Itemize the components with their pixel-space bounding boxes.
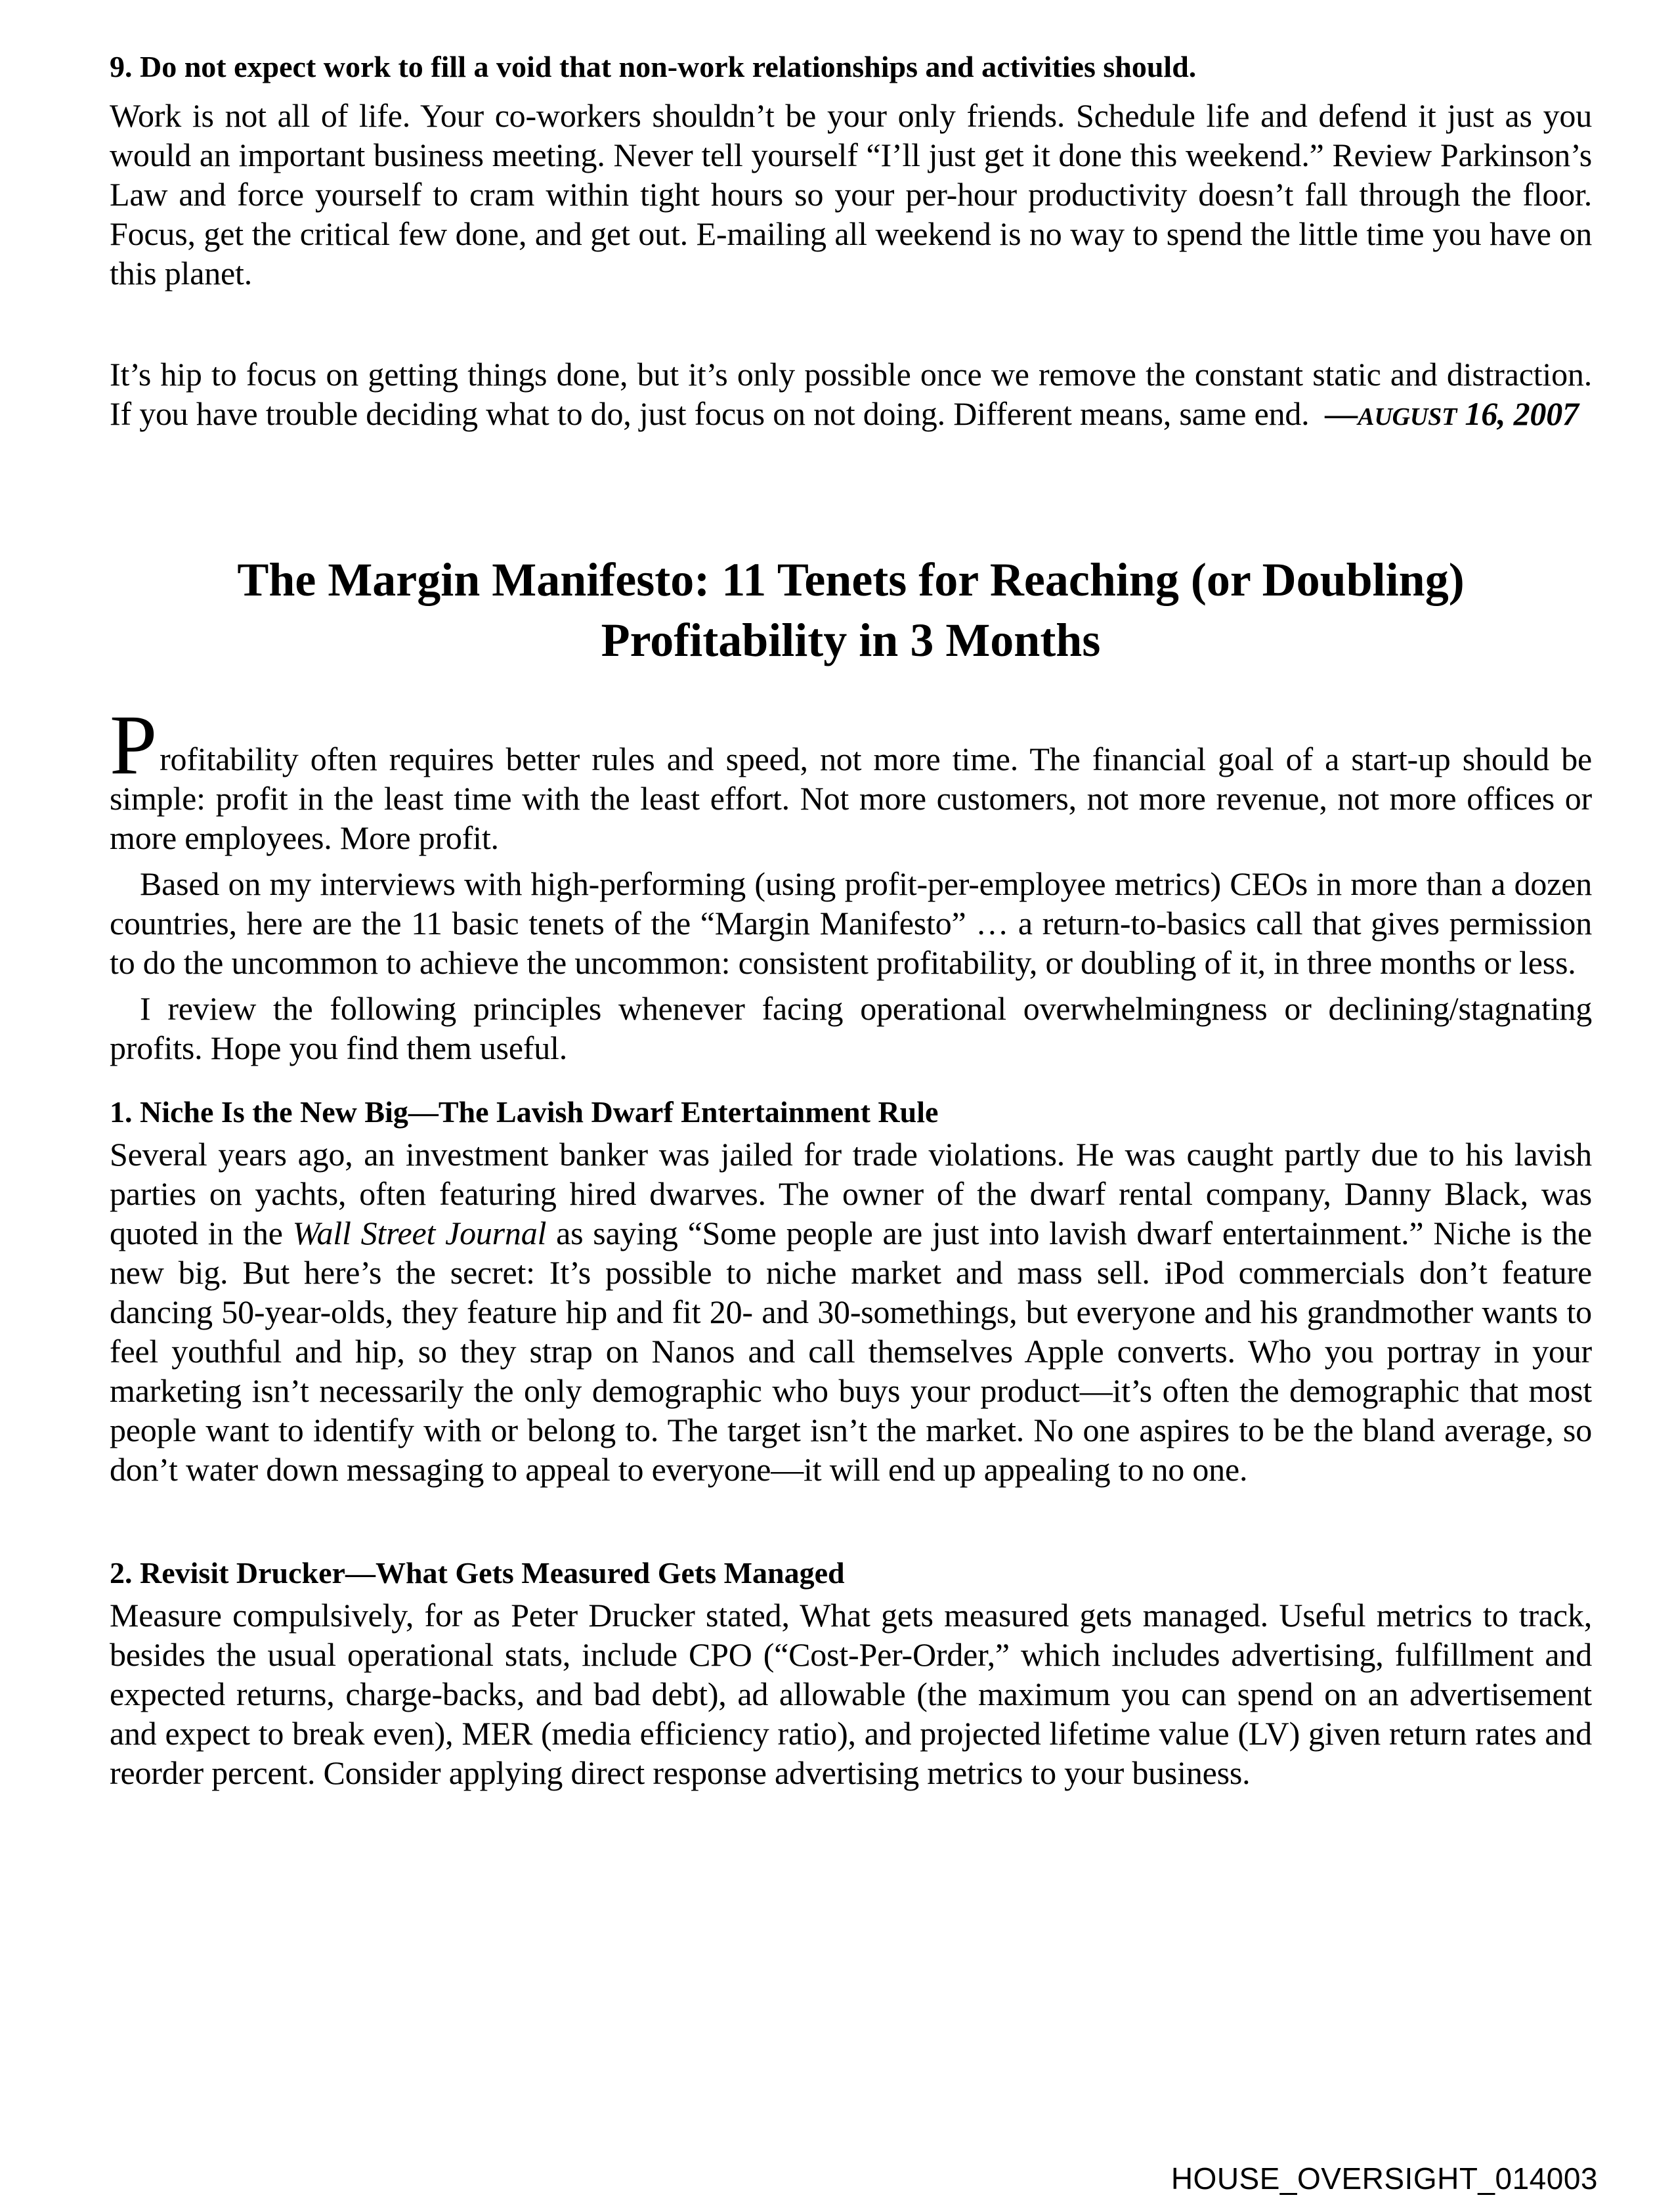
tenet-1-paragraph — [110, 1135, 1592, 1489]
intro-paragraph-3: I review the following principles whenever facing operational overwhelmingness or declining/stagnating profits. Hope you find them useful. — [110, 990, 1592, 1066]
document-page — [110, 47, 1592, 1792]
intro-paragraph-1 — [110, 698, 1592, 857]
tenet-1-text-b: as saying “Some people are just into lavish dwarf entertainment.” Niche is the new big. But here’s the secret: It’s possible to niche market and mass sell. iPod commercials don’t feature dancing 50-year-olds, they feature hip and fit 20- and 30-somethings, but everyone and his grandmother wants to feel youthful and hip, so they strap on Nanos and call themselves Apple converts. Who you portray in your marketing isn’t necessarily the only demographic who buys your product—it’s often the demographic that most people want to identify with or belong to. The target isn’t the market. No one aspires to be the bland average, so don’t water down messaging to appeal to everyone—it will end up appealing to no one. — [110, 1215, 1592, 1488]
publication-title: Wall Street Journal — [292, 1215, 547, 1251]
tenet-1-text-a: Several years ago, an investment banker was jailed for trade violations. He was caught partly due to his lavish parties on yachts, often featuring hired dwarves. The owner of the dwarf rental company, Danny Black, was quoted in the — [110, 1136, 1592, 1251]
intro-paragraph-2: Based on my interviews with high-performing (using profit-per-employee metrics) CEOs in more than a dozen countries, here are the 11 basic tenets of the “Margin Manifesto” … a return-to-basics call that gives permission to do the uncommon to achieve the uncommon: consistent profitability, or doubling of it, in three months or less. — [110, 865, 1592, 981]
drop-cap: P — [110, 698, 158, 792]
closing-text: It’s hip to focus on getting things done, but it’s only possible once we remove the constant static and distraction. If you have trouble deciding what to do, just focus on not doing. Different means, same end. — [110, 356, 1592, 432]
closing-paragraph — [110, 355, 1592, 437]
chapter-title-line-2: Profitability in 3 Months — [601, 614, 1101, 666]
chapter-title — [110, 550, 1592, 670]
chapter-title-line-1: The Margin Manifesto: 11 Tenets for Reaching (or Doubling) — [237, 553, 1465, 606]
section-9-heading: 9. Do not expect work to fill a void that non-work relationships and activities should. — [110, 50, 1197, 83]
tenet-2-paragraph: Measure compulsively, for as Peter Drucker stated, What gets measured gets managed. Useful metrics to track, besides the usual operational stats, include CPO (“Cost-Per-Order,” which includes advertising, fulfillment and expected returns, charge-backs, and bad debt), ad allowable (the maximum you can spend on an advertisement and expect to break even), MER (media efficiency ratio), and projected lifetime value (LV) given return rates and reorder percent. Consider applying direct response advertising metrics to your business. — [110, 1597, 1592, 1791]
signature-month: AUGUST — [1358, 403, 1457, 431]
tenet-2-heading: 2. Revisit Drucker—What Gets Measured Gets Managed — [110, 1556, 845, 1590]
tenet-1-heading: 1. Niche Is the New Big—The Lavish Dwarf Entertainment Rule — [110, 1095, 939, 1129]
section-9-paragraph: Work is not all of life. Your co-workers shouldn’t be your only friends. Schedule life and defend it just as you would an important business meeting. Never tell yourself “I’ll just get it done this weekend.” Review Parkinson’s Law and force yourself to cram within tight hours so your per-hour productivity doesn’t fall through the floor. Focus, get the critical few done, and get out. E-mailing all weekend is no way to spend the little time you have on this planet. — [110, 97, 1592, 292]
intro-paragraph-1-text: rofitability often requires better rules and speed, not more time. The financial goal of a start-up should be simple: profit in the least time with the least effort. Not more customers, not more revenue, not more offices or more employees. More profit. — [110, 741, 1592, 856]
document-id-footer: HOUSE_OVERSIGHT_014003 — [1170, 2161, 1598, 2196]
signature-day-year: 16, 2007 — [1457, 395, 1579, 432]
date-signature — [1325, 395, 1578, 432]
signature-dash: — — [1325, 395, 1358, 432]
